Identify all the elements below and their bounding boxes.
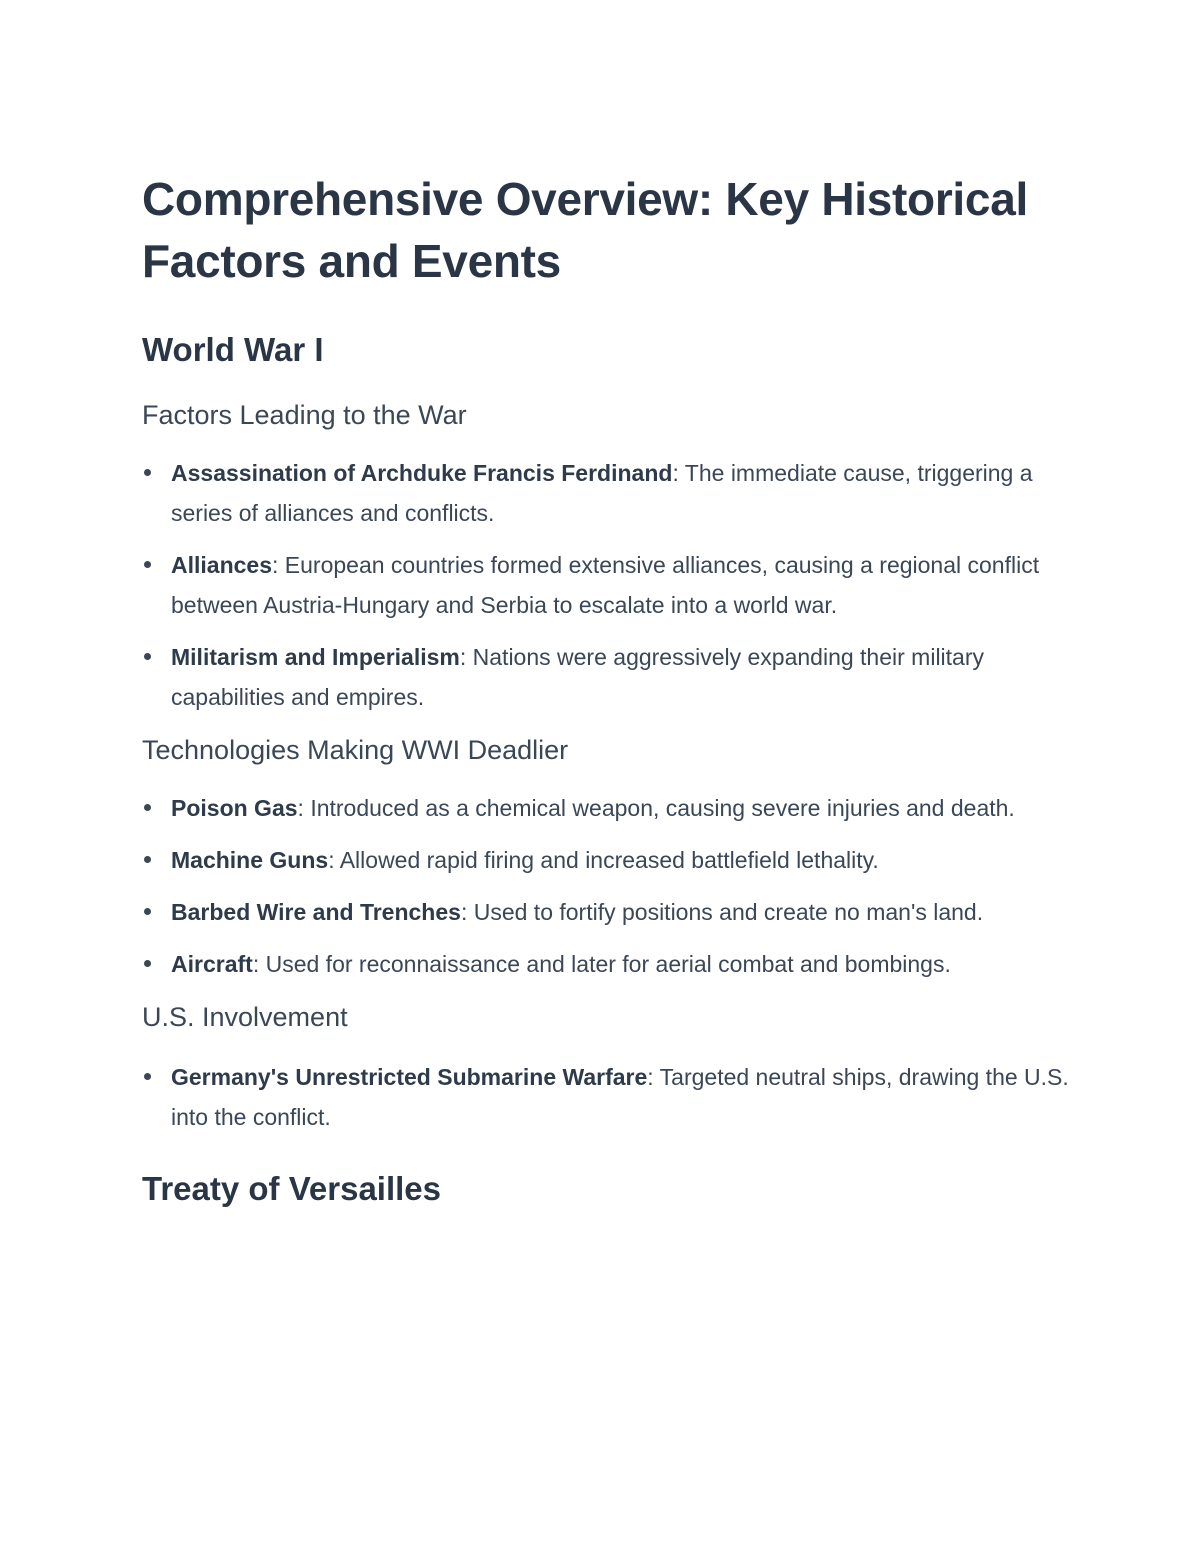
list-item-text: : Nations were aggressively expanding their military capabilities and empires. — [171, 644, 985, 710]
subsection-heading-technologies: Technologies Making WWI Deadlier — [142, 735, 569, 765]
section-heading-treaty-of-versailles: Treaty of Versailles — [142, 1170, 442, 1207]
list-item-term: Germany's Unrestricted Submarine Warfare — [171, 1064, 648, 1090]
list-item — [142, 1057, 1072, 1137]
factors-list — [142, 453, 1072, 717]
list-item-text: : Used for reconnaissance and later for aerial combat and bombings. — [252, 951, 951, 977]
list-item-text: : Used to fortify positions and create no man's land. — [460, 899, 984, 925]
us-involvement-list — [142, 1057, 1072, 1137]
list-item-text: : The immediate cause, triggering a series of alliances and conflicts. — [171, 460, 1033, 526]
list-item — [142, 788, 1072, 828]
bullet-icon — [144, 960, 151, 967]
bullet-icon — [144, 908, 151, 915]
list-item-term: Barbed Wire and Trenches — [171, 899, 461, 925]
list-item — [142, 545, 1072, 625]
list-item-term: Aircraft — [171, 951, 253, 977]
list-item — [142, 944, 1072, 984]
list-item-text: : Targeted neutral ships, drawing the U.S. into the conflict. — [171, 1064, 1069, 1130]
bullet-icon — [144, 469, 151, 476]
subsection-heading-factors: Factors Leading to the War — [142, 400, 467, 430]
document-title: Comprehensive Overview: Key Historical Factors and Events — [142, 173, 1028, 287]
list-item — [142, 637, 1072, 717]
bullet-icon — [144, 1073, 151, 1080]
list-item — [142, 892, 1072, 932]
bullet-icon — [144, 653, 151, 660]
subsection-heading-us-involvement: U.S. Involvement — [142, 1002, 348, 1032]
list-item — [142, 840, 1072, 880]
list-item-term: Assassination of Archduke Francis Ferdinand — [171, 460, 673, 486]
bullet-icon — [144, 804, 151, 811]
list-item-term: Machine Guns — [171, 847, 329, 873]
technologies-list — [142, 788, 1072, 984]
document-page — [142, 168, 1072, 1210]
list-item-term: Poison Gas — [171, 795, 298, 821]
list-item — [142, 453, 1072, 533]
list-item-term: Alliances — [171, 552, 272, 578]
section-heading-world-war-i: World War I — [142, 331, 324, 368]
bullet-icon — [144, 561, 151, 568]
list-item-text: : Allowed rapid firing and increased battlefield lethality. — [328, 847, 879, 873]
list-item-text: : Introduced as a chemical weapon, causing severe injuries and death. — [297, 795, 1015, 821]
list-item-term: Militarism and Imperialism — [171, 644, 460, 670]
list-item-text: : European countries formed extensive alliances, causing a regional conflict between Austria-Hungary and Serbia to escalate into a world war. — [171, 552, 1040, 618]
bullet-icon — [144, 856, 151, 863]
